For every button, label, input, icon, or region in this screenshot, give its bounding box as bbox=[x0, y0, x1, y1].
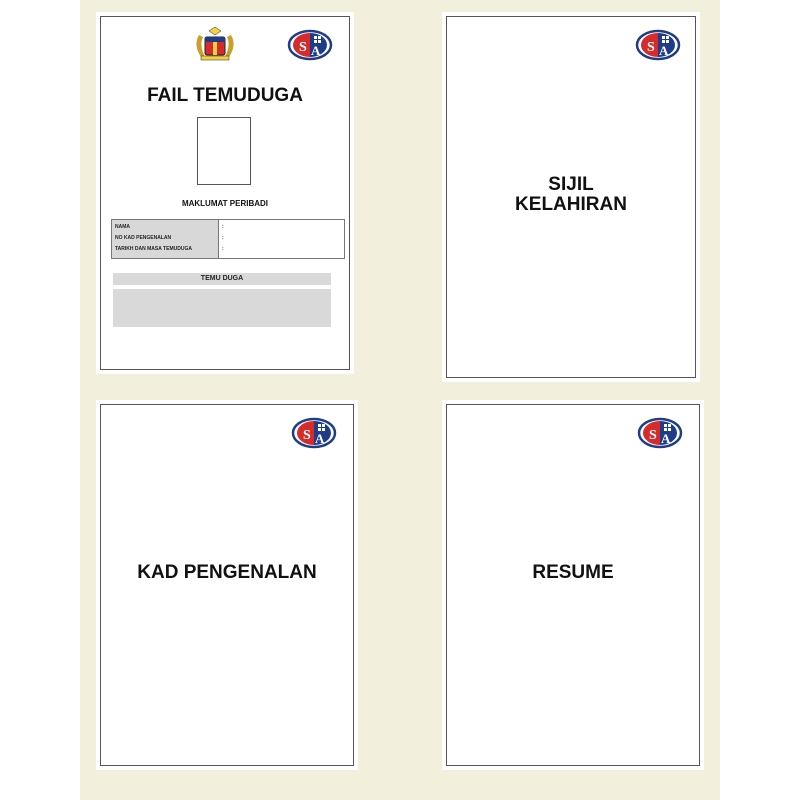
field-label-date: TARIKH DAN MASA TEMUDUGA bbox=[115, 246, 192, 252]
kad-label: KAD PENGENALAN bbox=[137, 562, 317, 583]
sijil-label-line1: SIJIL bbox=[548, 174, 594, 195]
info-labels-column bbox=[112, 220, 218, 258]
interview-header-bar bbox=[113, 273, 331, 285]
sijil-label-line2: KELAHIRAN bbox=[515, 194, 627, 215]
field-sep-date: : bbox=[222, 246, 224, 252]
interview-notes-box bbox=[113, 289, 331, 327]
cover-card bbox=[96, 12, 354, 374]
sijil-card-frame bbox=[446, 16, 696, 378]
info-values-column bbox=[218, 220, 344, 258]
cover-card-frame bbox=[100, 16, 350, 370]
personal-info-title: MAKLUMAT PERIBADI bbox=[181, 199, 269, 208]
spa-logo-icon bbox=[287, 29, 333, 61]
kad-card-frame bbox=[100, 404, 354, 766]
personal-info-table bbox=[111, 219, 345, 259]
spa-logo-icon bbox=[637, 417, 683, 449]
malaysia-coat-of-arms-icon bbox=[191, 27, 239, 63]
field-sep-nama: : bbox=[222, 224, 224, 230]
interview-label: TEMU DUGA bbox=[200, 275, 244, 282]
cover-title: FAIL TEMUDUGA bbox=[147, 85, 303, 106]
resume-label: RESUME bbox=[532, 562, 614, 583]
kad-card bbox=[96, 400, 358, 770]
field-label-nama: NAMA bbox=[115, 224, 130, 230]
spa-logo-icon bbox=[291, 417, 337, 449]
sijil-card bbox=[442, 12, 700, 382]
field-label-ic: NO KAD PENGENALAN bbox=[115, 235, 172, 241]
field-sep-ic: : bbox=[222, 235, 224, 241]
resume-card bbox=[442, 400, 704, 770]
spa-logo-icon bbox=[635, 29, 681, 61]
resume-card-frame bbox=[446, 404, 700, 766]
photo-placeholder bbox=[197, 117, 251, 185]
